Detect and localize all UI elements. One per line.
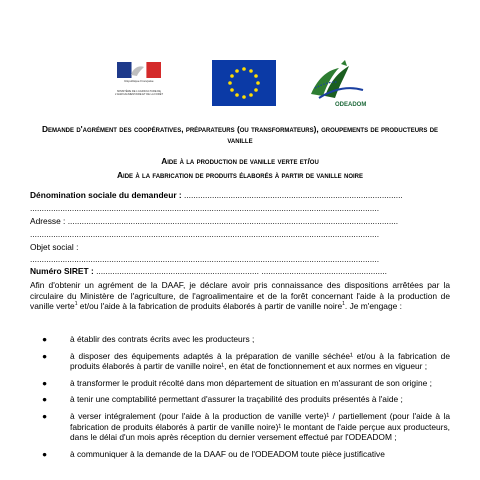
objet-social-field[interactable]	[30, 242, 460, 252]
intro-text-2: et/ou l'aide à la fabrication de produits élaborés à partir de vanille noire	[77, 301, 343, 312]
engagement-intro	[30, 280, 450, 312]
commitment-text: à disposer des équipements adaptés à la préparation de vanille séchée¹ et/ou à la fabrication de produits élaborés à partir de vanille noire¹, en état de fonctionnement et aux normes en vigueur ;	[70, 350, 450, 372]
marianne-flag-icon	[117, 62, 161, 78]
adresse-continuation-dots: ......................................................................................................................................................	[30, 229, 380, 239]
intro-text-1: Afin d'obtenir un agrément de la DAAF, je déclare avoir pris connaissance des dispositions arrêtées par la circulaire du Ministère de l'agriculture, de l'agroalimentaire et de la forêt concernant l'aide à la production de vanille verte	[30, 280, 450, 312]
aid-title-line-2: Aide à la fabrication de produits élaborés à partir de vanille noire	[117, 170, 363, 180]
siret-dots-1: ......................................................................	[96, 266, 259, 276]
adresse-field[interactable]	[30, 216, 460, 226]
odeadom-label: ODEADOM	[335, 102, 367, 108]
denomination-continuation-field[interactable]	[30, 203, 460, 213]
ministry-label: MINISTÈRE DE L'AGRICULTURE DE L'AGROALIMENTAIRE ET DE LA FORÊT	[114, 90, 164, 96]
commitment-item	[30, 411, 450, 443]
intro-text-3: . Je m'engage :	[344, 301, 402, 312]
footnote-marker: 1	[74, 301, 78, 308]
commitments-list	[30, 334, 450, 465]
bullet-icon: ●	[42, 410, 48, 421]
denomination-label: Dénomination sociale du demandeur :	[30, 190, 182, 200]
denomination-continuation-dots: ......................................................................................................................................................	[30, 203, 380, 213]
bullet-icon: ●	[42, 377, 48, 388]
commitment-item	[30, 378, 450, 389]
commitment-item	[30, 351, 450, 372]
adresse-dots: ..............................................................................................................................................	[67, 216, 399, 226]
aid-title-line-1: Aide à la production de vanille verte et/ou	[161, 156, 319, 166]
logo-row	[0, 58, 480, 114]
adresse-continuation-field[interactable]	[30, 229, 460, 239]
objet-social-label: Objet social :	[30, 242, 79, 252]
bullet-icon: ●	[42, 448, 48, 459]
bullet-icon: ●	[42, 350, 48, 361]
footnote-marker: 1	[342, 301, 345, 308]
denomination-field[interactable]	[30, 190, 460, 200]
commitment-text: à établir des contrats écrits avec les producteurs ;	[70, 334, 255, 344]
bullet-icon: ●	[42, 394, 48, 405]
objet-social-continuation-field[interactable]	[30, 254, 460, 264]
commitment-text: à verser intégralement (pour l'aide à la production de vanille verte)¹ / partiellement (pour l'aide à la fabrication de produits élaborés à partir de vanille noire)¹ le montant de l'aide perçue aux producteurs, dans le délai d'un mois après réception du dernier versement effectué par l'ODEADOM ;	[70, 410, 450, 443]
adresse-label: Adresse :	[30, 216, 66, 226]
aid-title	[40, 156, 440, 181]
bullet-icon: ●	[42, 334, 48, 344]
siret-dots-2: ......................................................	[261, 266, 387, 276]
ministry-logo	[108, 58, 170, 114]
siret-field[interactable]	[30, 266, 460, 276]
document-title: Demande d'agrément des coopératives, préparateurs (ou transformateurs), groupements de producteurs de vanille	[41, 124, 439, 145]
denomination-dots: ..............................................................................................	[184, 190, 403, 200]
vanilla-pod-icon	[305, 58, 369, 104]
commitment-text: à tenir une comptabilité permettant d'assurer la traçabilité des produits présentés à l'aide ;	[70, 394, 403, 405]
commitment-text: à communiquer à la demande de la DAAF ou de l'ODEADOM toute pièce justificative	[70, 448, 385, 459]
commitment-item	[30, 394, 450, 405]
odeadom-logo	[305, 58, 369, 114]
republic-label: République Française	[124, 79, 154, 83]
siret-label: Numéro SIRET :	[30, 266, 94, 276]
objet-social-dots: ......................................................................................................................................................	[30, 254, 380, 264]
commitment-text: à transformer le produit récolté dans mon département de situation en m'assurant de son origine ;	[70, 377, 432, 388]
commitment-item	[30, 334, 450, 345]
commitment-item	[30, 449, 450, 460]
eu-flag-icon	[212, 60, 276, 106]
